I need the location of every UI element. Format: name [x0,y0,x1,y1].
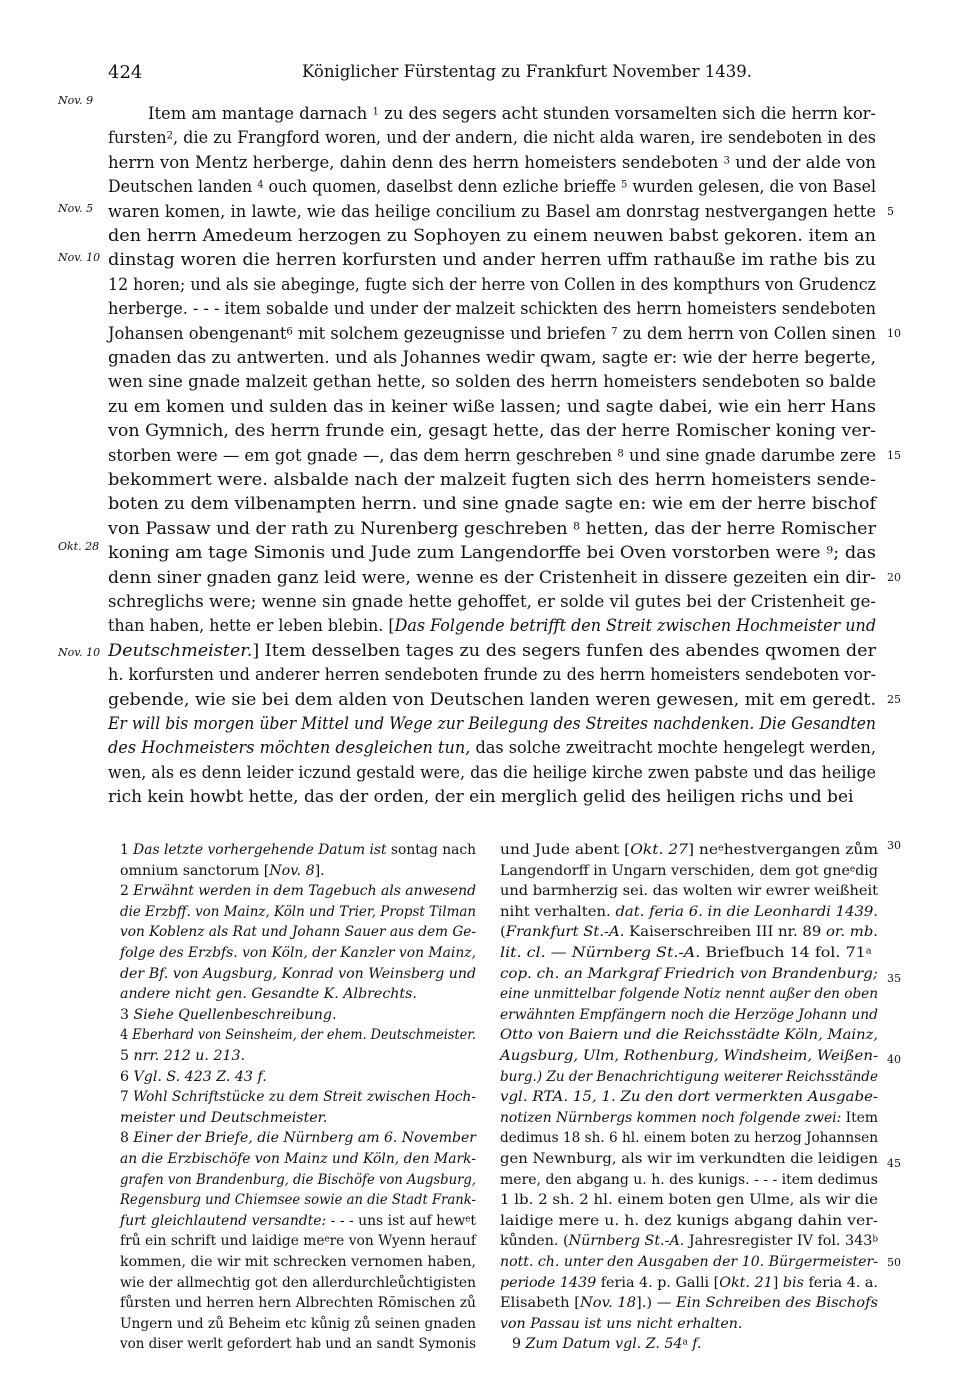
margin-date: Nov. 10 [58,646,101,659]
text-run: herrn von Mentz herberge, dahin denn des herrn homeisters sendeboten [108,152,724,173]
italic-text: Wohl Schriftstücke zu dem Streit zwischen Hoch- [133,1089,476,1106]
line-number: 40 [887,1053,901,1066]
footnote-line [500,1069,878,1085]
footnote-line [500,1254,878,1270]
footnote-line [120,1007,337,1023]
italic-text: die Erzbff. von Mainz, Köln und Trier, Propst Tilman [120,903,476,920]
text-run: sontag nach [386,842,476,858]
italic-text: Erwähnt werden in dem Tagebuch als anwesend [133,883,476,900]
footnote-line [120,966,476,982]
italic-text: notizen Nürnbergs kommen noch folgende zwei: [500,1109,842,1126]
text-run: 2 [120,883,134,900]
text-run: storben were — em got gnade —, das dem herrn geschreben [108,445,618,466]
text-run: fursten [108,128,167,149]
text-run: boten zu dem vilbenampten herrn. und sine gnade sagte en: wie em der herre bischof [108,494,876,515]
text-run: 3 [120,1006,134,1023]
footnote-line [120,1027,476,1043]
text-run: omnium sanctorum [ [120,862,270,879]
text-run: Elisabeth [ [500,1295,580,1312]
text-run: frů ein schrift und laidige me [120,1233,325,1250]
italic-text: Nov. 8 [269,862,315,879]
italic-text: Eberhard von Seinsheim, der ehem. Deutschmeister. [132,1027,477,1044]
text-run: dinstag woren die herren korfursten und ander herren uffm rathauße im rathe bis zu [108,250,876,271]
italic-text: Deutschmeister. [108,640,253,661]
footnote-line [120,863,325,879]
margin-date: Nov. 10 [58,251,101,264]
text-run: bekommert were. alsbalde nach der malzeit fugten sich des herrn homeisters sende- [108,470,876,490]
text-run: ] Item desselben tages zu des segers funfen des abendes qwomen der [252,640,876,661]
italic-text: f. [687,1336,702,1353]
text-line [108,324,876,344]
text-run: 1 lb. 2 sh. 2 hl. einem boten gen Ulme, als wir die [500,1192,878,1209]
superscript: 8 [617,447,624,460]
margin-date: Okt. 28 [58,540,100,553]
text-line [108,226,876,246]
footnote-line [500,1048,878,1064]
footnote-line [500,1213,878,1229]
text-line [108,763,876,783]
page-number: 424 [108,62,143,83]
footnote-line [512,1336,702,1352]
italic-text: or. mb. [825,924,879,941]
footnote-line [500,1089,878,1105]
text-run: t [470,1212,477,1229]
footnote-line [500,1110,878,1126]
text-line [108,494,876,514]
text-run: Deutschen landen [108,177,258,198]
italic-text: Okt. 27 [630,842,688,858]
text-run: gebende, wie sie bei dem alden von Deutschen landen weren gewesen, mit em geredt. [108,689,877,710]
text-run: rich kein howbt hette, das der orden, der ein merglich gelid des heiligen richs und bei [108,787,854,808]
text-run: zu em komen und sulden das in keiner wiße lassen; und sagte dabei, wie ein herr Hans [108,396,877,417]
superscript: 2 [166,129,173,142]
italic-text: nott. ch. unter den Ausgaben der 10. Bürgermeister- [500,1254,878,1270]
italic-text: des Hochmeisters möchten desgleichen tun, [108,738,471,759]
footnote-line [120,924,476,940]
footnote-line [500,1027,878,1043]
line-number: 35 [887,972,901,985]
italic-text: Augsburg, Ulm, Rothenburg, Windsheim, Weißen- [500,1048,879,1064]
text-run: 12 horen; und als sie abeginge, fugte sich der herre von Collen in des kompthurs von Grudencz [108,274,876,295]
footnote-line [500,1192,878,1208]
footnote-line [120,1275,476,1291]
text-run: wen, als es denn leider iczund gestald were, das die heilige kirche zwen pabste und das heilige [108,762,877,783]
italic-text: Regensburg und Chiemsee sowie an die Stadt Frank- [120,1192,476,1209]
text-run: Ungern und zů Beheim etc kůnig zů seinen gnaden [120,1315,476,1332]
text-line [108,738,876,758]
footnote-line [120,1110,327,1126]
superscript: e [718,843,724,854]
text-run: ].) — [636,1295,677,1312]
text-run: Kaiserschreiben III nr. 89 [624,924,826,941]
text-run: Johansen obengenant [108,323,287,344]
text-run: von Gymnich, des herrn frunde ein, gesagt hette, das der herre Romischer koning ver- [108,421,876,442]
text-line [108,177,876,197]
text-run: feria 4. p. Galli [ [596,1274,720,1291]
margin-date: Nov. 9 [58,94,94,107]
italic-text: der Bf. von Augsburg, Konrad von Weinsberg und [120,965,477,982]
text-run: - - - uns ist auf hew [326,1212,466,1229]
text-run: denn siner gnaden ganz leid were, wenne es der Cristenheit in dissere gezeiten ein dir- [108,567,877,588]
footnote-line [120,1069,267,1085]
text-run: gen Newnburg, als wir im verkundten die leidigen [500,1151,879,1167]
text-run: das solche zweitracht mochte hengelegt werden, [470,738,876,759]
italic-text: nrr. 212 u. 213. [133,1048,246,1064]
line-number: 30 [887,839,901,852]
footnote-line [500,883,878,899]
text-run: und der alde von [730,152,877,173]
text-run: zu des segers acht stunden vorsamelten sich die herrn kor- [378,104,877,124]
text-run: wurden gelesen, die von Basel [627,177,877,198]
footnote-line [120,1316,476,1332]
footnote-line [120,1213,476,1229]
footnote-line [500,1275,878,1291]
italic-text: Vgl. S. 423 Z. 43 f. [133,1068,267,1085]
superscript: 4 [257,178,264,191]
text-run: ; das [833,543,876,564]
italic-text: meister und Deutschmeister. [120,1109,328,1126]
italic-text: bis [782,1274,804,1291]
text-run: und Jude abent [ [500,842,631,858]
superscript: a [865,946,872,957]
line-number: 20 [887,571,901,584]
footnote-line [500,904,878,920]
footnote-line [120,1089,476,1105]
footnote-line [500,1151,878,1167]
text-line [108,543,876,563]
italic-text: grafen von Brandenburg, die Bischöfe von Augsburg, [120,1171,476,1188]
text-run: Item [841,1109,879,1126]
italic-text: andere nicht gen. Gesandte K. Albrechts. [120,986,417,1003]
text-run: wie der allmechtig got den allerdurchleůchtigisten [120,1274,476,1291]
text-run: hestvergangen zům [723,842,878,858]
footnote-line [120,1048,245,1064]
italic-text: von Koblenz als Rat und Johann Sauer aus dem Ge- [120,924,476,941]
superscript: e [324,1234,330,1245]
text-run: gnaden das zu antwerten. und als Johannes wedir qwam, sagte er: wie der herre begerte, [108,348,876,368]
text-line [108,568,876,588]
text-line [108,714,876,734]
footnote-line [120,904,476,920]
italic-text: vgl. RTA. 15, 1. Zu den dort vermerkten Ausgabe- [500,1089,878,1106]
text-run: wen sine gnade malzeit gethan hette, so solden des herrn homeisters sendeboten so balde [108,372,877,393]
italic-text: dat. feria 6. in die Leonhardi 1439. [615,903,879,920]
italic-text: periode 1439 [500,1274,597,1291]
italic-text: Das letzte vorhergehende Datum ist [133,842,387,858]
text-run: waren komen, in lawte, wie das heilige concilium zu Basel am donrstag nestvergangen hette [108,201,876,222]
text-line [108,592,876,612]
superscript: 5 [621,178,628,191]
superscript: b [872,1234,879,1245]
margin-date: Nov. 5 [58,202,94,215]
text-line [108,421,876,441]
text-run: 1 [120,842,134,858]
footnote-line [500,1172,878,1188]
italic-text: Otto von Baiern und die Reichsstädte Köln, Mainz, [500,1027,879,1044]
footnote-line [500,842,878,858]
text-line [148,104,876,124]
italic-text: burg.) Zu der Benachrichtigung weiterer Reichsstände [500,1068,879,1085]
text-run: zu dem herrn von Collen sinen [617,323,877,344]
text-run: , die zu Frangford woren, und der andern, die nicht alda waren, ire sendeboten in des [172,128,877,149]
superscript: 9 [826,544,834,557]
line-number: 50 [887,1256,901,1269]
text-line [108,470,876,490]
text-run: von Passaw und der rath zu Nurenberg geschreben [108,518,574,539]
text-run: schreglichs were; wenne sin gnade hette gehoffet, er solde vil gutes bei der Cristenheit ge- [108,592,877,612]
superscript: 7 [611,325,618,338]
text-line [108,446,876,466]
footnote-line [500,1007,878,1023]
text-run: von diser werlt gefordert hab und an sandt Symonis [120,1336,476,1353]
footnote-line [120,1336,476,1352]
text-run: Jahresregister IV fol. 343 [684,1233,873,1250]
superscript: 6 [286,325,293,338]
italic-text: an die Erzbischöfe von Mainz und Köln, den Mark- [120,1151,476,1167]
text-run: — [545,945,572,961]
superscript: a [682,1337,688,1348]
text-run: Langendorff in Ungarn verschiden, dem got gne [500,862,850,879]
text-run: ] [772,1274,783,1291]
text-line [108,616,876,636]
text-run: den herrn Amedeum herzogen zu Sophoyen zu einem neuwen babst gekoren. item an [108,226,876,246]
text-line [108,397,876,417]
italic-text: Frankfurt St.-A. [505,924,625,941]
text-run: und sine gnade darumbe zere [623,445,877,466]
text-run: 7 [120,1089,134,1106]
text-line [108,250,876,270]
footnote-line [500,924,878,940]
text-run: dedimus 18 sh. 6 hl. einem boten zu herzog Johannsen [500,1130,879,1147]
text-run: 4 [120,1027,133,1044]
italic-text: furt gleichlautend versandte: [120,1212,327,1229]
text-line [108,690,876,710]
footnote-line [500,1295,878,1311]
line-number: 25 [887,693,901,706]
text-run: fůrsten und herren hern Albrechten Rŏmischen zů [120,1295,477,1312]
text-line [108,348,876,368]
text-run: Briefbuch 14 fol. 71 [700,945,866,961]
footnote-line [120,1295,476,1311]
footnote-line [120,1254,476,1270]
footnote-line [120,883,476,899]
italic-text: cop. ch. an Markgraf Friedrich von Brandenburg; [500,965,878,982]
italic-text: erwähnten Empfängern noch die Herzöge Johann und [500,1006,878,1023]
text-run: mere, den abgang u. h. des kunigs. - - - item dedimus [500,1171,878,1188]
text-run: feria 4. a. [803,1274,878,1291]
text-run: ouch quomen, daselbst denn ezliche brieffe [263,177,622,198]
text-run: laidige mere u. h. dez kunigs abgang dahin ver- [500,1212,878,1229]
italic-text: Einer der Briefe, die Nürnberg am 6. November [133,1130,476,1147]
text-line [108,202,876,222]
text-run: 8 [120,1130,134,1147]
superscript: 8 [573,520,581,533]
text-run: ]. [314,862,325,879]
footnote-line [120,945,476,961]
text-line [108,275,876,295]
italic-text: Siehe Quellenbeschreibung. [133,1006,337,1023]
italic-text: Zum Datum vgl. Z. 54 [525,1336,683,1353]
footnote-line [120,842,476,858]
text-run: than haben, hette er leben blebin. [ [108,616,395,637]
text-line [108,153,876,173]
text-line [108,372,876,392]
text-line [108,519,876,539]
text-run: ( [500,924,506,941]
italic-text: Das Folgende betrifft den Streit zwischen Hochmeister und [394,616,877,637]
footnote-line [500,986,878,1002]
footnote-line [120,1233,476,1249]
text-run: 5 [120,1048,134,1064]
footnote-line [500,863,878,879]
line-number: 15 [887,449,901,462]
text-line [108,665,876,685]
superscript: 3 [723,154,731,167]
footnote-line [120,986,417,1002]
italic-text: folge des Erzbfs. von Köln, der Kanzler von Mainz, [120,945,477,961]
text-run: 9 [512,1336,526,1353]
text-run: kommen, die wir mit schrecken vernomen haben, [120,1254,476,1270]
footnote-line [500,1233,878,1249]
text-run: herberge. - - - item sobalde und under der malzeit schickten des herrn homeisters sendeboten [108,299,876,320]
footnote-line [120,1151,476,1167]
running-title: Königlicher Fürstentag zu Frankfurt November 1439. [302,62,752,81]
text-run: re von Wyenn herauf [329,1233,476,1250]
text-run: und barmherzig sei. das wolten wir ewrer weißheit [500,883,878,900]
running-head [108,62,884,86]
italic-text: von Passau ist uns nicht erhalten. [500,1315,743,1332]
line-number: 45 [887,1157,901,1170]
italic-text: Okt. 21 [719,1274,773,1291]
superscript: 1 [372,105,379,118]
text-run: mit solchem gezeugnisse und briefen [292,323,612,344]
text-run: ] ne [687,842,719,858]
italic-text: Nürnberg St.-A. [571,945,701,961]
text-run: niht verhalten. [500,903,616,920]
text-run: Item am mantage darnach [148,104,373,124]
italic-text: lit. cl. [500,945,546,961]
footnote-line [500,966,878,982]
text-line [108,641,876,661]
superscript: e [849,863,856,874]
footnote-line [500,945,872,961]
italic-text: Nürnberg St.-A. [568,1233,685,1250]
text-run: hetten, das der herre Romischer [580,518,876,539]
text-run: koning am tage Simonis und Jude zum Langendorffe bei Oven vorstorben were [108,543,827,564]
text-line [108,787,853,807]
superscript: e [465,1214,471,1225]
text-line [108,299,876,319]
italic-text: Nov. 18 [579,1295,637,1312]
text-run: h. korfursten und anderer herren sendeboten frunde zu des herrn homeisters sendeboten vor- [108,665,876,686]
footnote-line [500,1130,878,1146]
italic-text: Er will bis morgen über Mittel und Wege zur Beilegung des Streites nachdenken. Die Gesandten [108,714,876,734]
text-line [108,128,876,148]
line-number: 10 [887,327,901,340]
line-number: 5 [887,205,894,218]
footnote-line [120,1130,476,1146]
footnote-line [500,1316,742,1332]
italic-text: Ein Schreiben des Bischofs [676,1295,878,1312]
text-run: 6 [120,1068,134,1085]
footnote-line [120,1172,476,1188]
text-run: dig [855,862,879,879]
text-run: kůnden. ( [500,1233,569,1250]
italic-text: eine unmittelbar folgende Notiz nennt außer den oben [500,986,879,1003]
footnote-line [120,1192,476,1208]
